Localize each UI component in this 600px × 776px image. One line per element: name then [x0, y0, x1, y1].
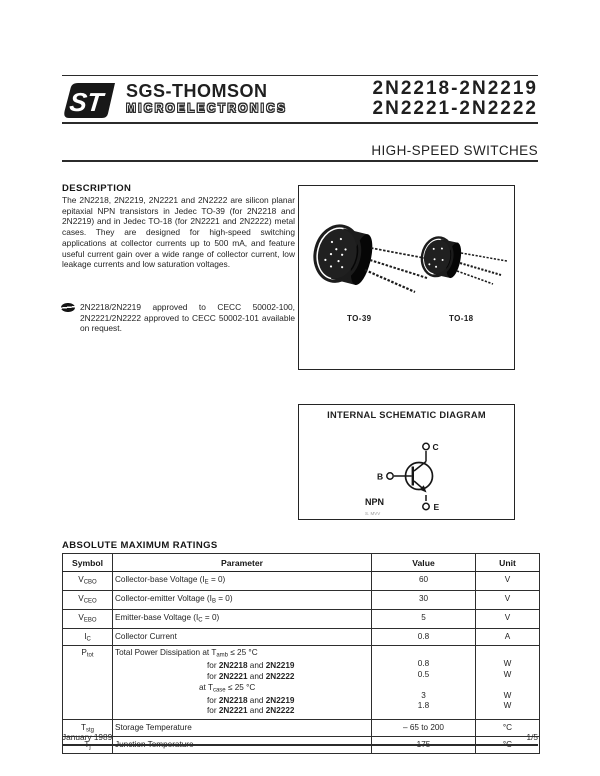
ratings-heading: ABSOLUTE MAXIMUM RATINGS	[62, 540, 218, 551]
unit-cell: °C	[476, 720, 540, 737]
table-header-row	[63, 554, 540, 572]
header-top-rule	[62, 75, 538, 76]
unit-cell: V	[476, 572, 540, 591]
part-number-line1: 2N2218-2N2219	[372, 78, 538, 99]
col-value: Value	[372, 554, 476, 572]
unit-cell: V	[476, 591, 540, 610]
symbol-cell: j	[63, 737, 113, 754]
npn-type-label: NPN	[365, 497, 385, 507]
to18-package-drawing	[415, 230, 511, 307]
symbol-cell: $V_{CEO}$	[63, 591, 113, 610]
value-cell: 60	[372, 572, 476, 591]
footer-rule	[62, 744, 538, 746]
table-row	[63, 591, 540, 610]
table-row	[63, 629, 540, 646]
symbol-cell: $P_{tot}$	[63, 645, 113, 720]
ratings-table-wrap	[62, 553, 540, 754]
symbol-cell: $T_{stg}$	[63, 720, 113, 737]
footer-page-number: 1/5	[526, 732, 538, 742]
table-row	[63, 645, 540, 720]
schematic-code: S. MVV	[365, 511, 381, 516]
symbol-cell: $I_C$	[63, 629, 113, 646]
page-title: HIGH-SPEED SWITCHES	[371, 143, 538, 158]
value-cell: 5	[372, 610, 476, 629]
parameter-cell: Emitter-base Voltage $(I_C = 0)$	[113, 610, 372, 629]
description-body: The 2N2218, 2N2219, 2N2221 and 2N2222 are silicon planar epitaxial NPN transistors in Jedec TO-39 (for 2N2218 and 2N2219) and in Jedec TO-18 (for 2N2221 and 2N2222) metal cases. They are designed for high-speed switching applications at collector currents up to 500 mA, and feature useful current gain over a wide range of collector current, low leakage currents and low saturation voltages.	[62, 195, 295, 270]
value-cell: 0.8 0.5 3 1.8	[372, 645, 476, 720]
part-number-line2: 2N2221-2N2222	[372, 98, 538, 119]
value-cell: – 65 to 200	[372, 720, 476, 737]
symbol-cell: $V_{EBO}$	[63, 610, 113, 629]
col-parameter: Parameter	[113, 554, 372, 572]
terminal-c-label: C	[432, 442, 439, 452]
parameter-cell: Collector-emitter Voltage $(I_B = 0)$	[113, 591, 372, 610]
svg-text:ST: ST	[68, 87, 105, 117]
symbol-cell: $V_{CBO}$	[63, 572, 113, 591]
part-numbers	[373, 79, 538, 119]
sgs-thomson-logo-icon	[62, 80, 118, 120]
ratings-table	[62, 553, 540, 754]
parameter-cell: Collector-base Voltage $(I_E = 0)$	[113, 572, 372, 591]
terminal-e-label: E	[433, 502, 440, 512]
schematic-box	[298, 404, 515, 520]
table-row	[63, 610, 540, 629]
parameter-cell: Collector Current	[113, 629, 372, 646]
schematic-title: INTERNAL SCHEMATIC DIAGRAM	[327, 410, 486, 420]
value-cell: 0.8	[372, 629, 476, 646]
table-row	[63, 572, 540, 591]
parameter-cell: Storage Temperature	[113, 720, 372, 737]
table-row	[63, 720, 540, 737]
package-box	[298, 185, 515, 370]
cecc-note-text: 2N2218/2N2219 approved to CECC 50002-100, 2N2221/2N2222 approved to CECC 50002-101 available on request.	[80, 302, 295, 334]
brand-subname: MICROELECTRONICS	[126, 101, 288, 115]
value-cell: 30	[372, 591, 476, 610]
cecc-approval-icon	[61, 303, 75, 312]
brand-block	[126, 82, 287, 115]
unit-cell: V	[476, 610, 540, 629]
unit-cell: W W W W	[476, 645, 540, 720]
subtitle-rule	[62, 160, 538, 162]
description-heading: DESCRIPTION	[62, 183, 132, 194]
npn-transistor-symbol	[299, 421, 516, 526]
to39-label: TO-39	[347, 314, 372, 323]
terminal-b-label: B	[377, 471, 384, 482]
unit-cell: A	[476, 629, 540, 646]
cecc-note	[61, 302, 295, 334]
ratings-table-body	[63, 572, 540, 754]
parameter-cell: Total Power Dissipation at $T_{amb} \le 25$ °C for 2N2218 and 2N2219 for 2N2221 and 2N2222 at $T_{case} \le 25$ °C for 2N2218 and 2N2219 for 2N2221 and 2N2222	[113, 645, 372, 720]
header-bottom-rule	[62, 122, 538, 124]
col-symbol: Symbol	[63, 554, 113, 572]
footer-date: January 1989	[62, 732, 113, 742]
to18-label: TO-18	[449, 314, 474, 323]
brand-name: SGS-THOMSON	[126, 81, 268, 101]
col-unit: Unit	[476, 554, 540, 572]
